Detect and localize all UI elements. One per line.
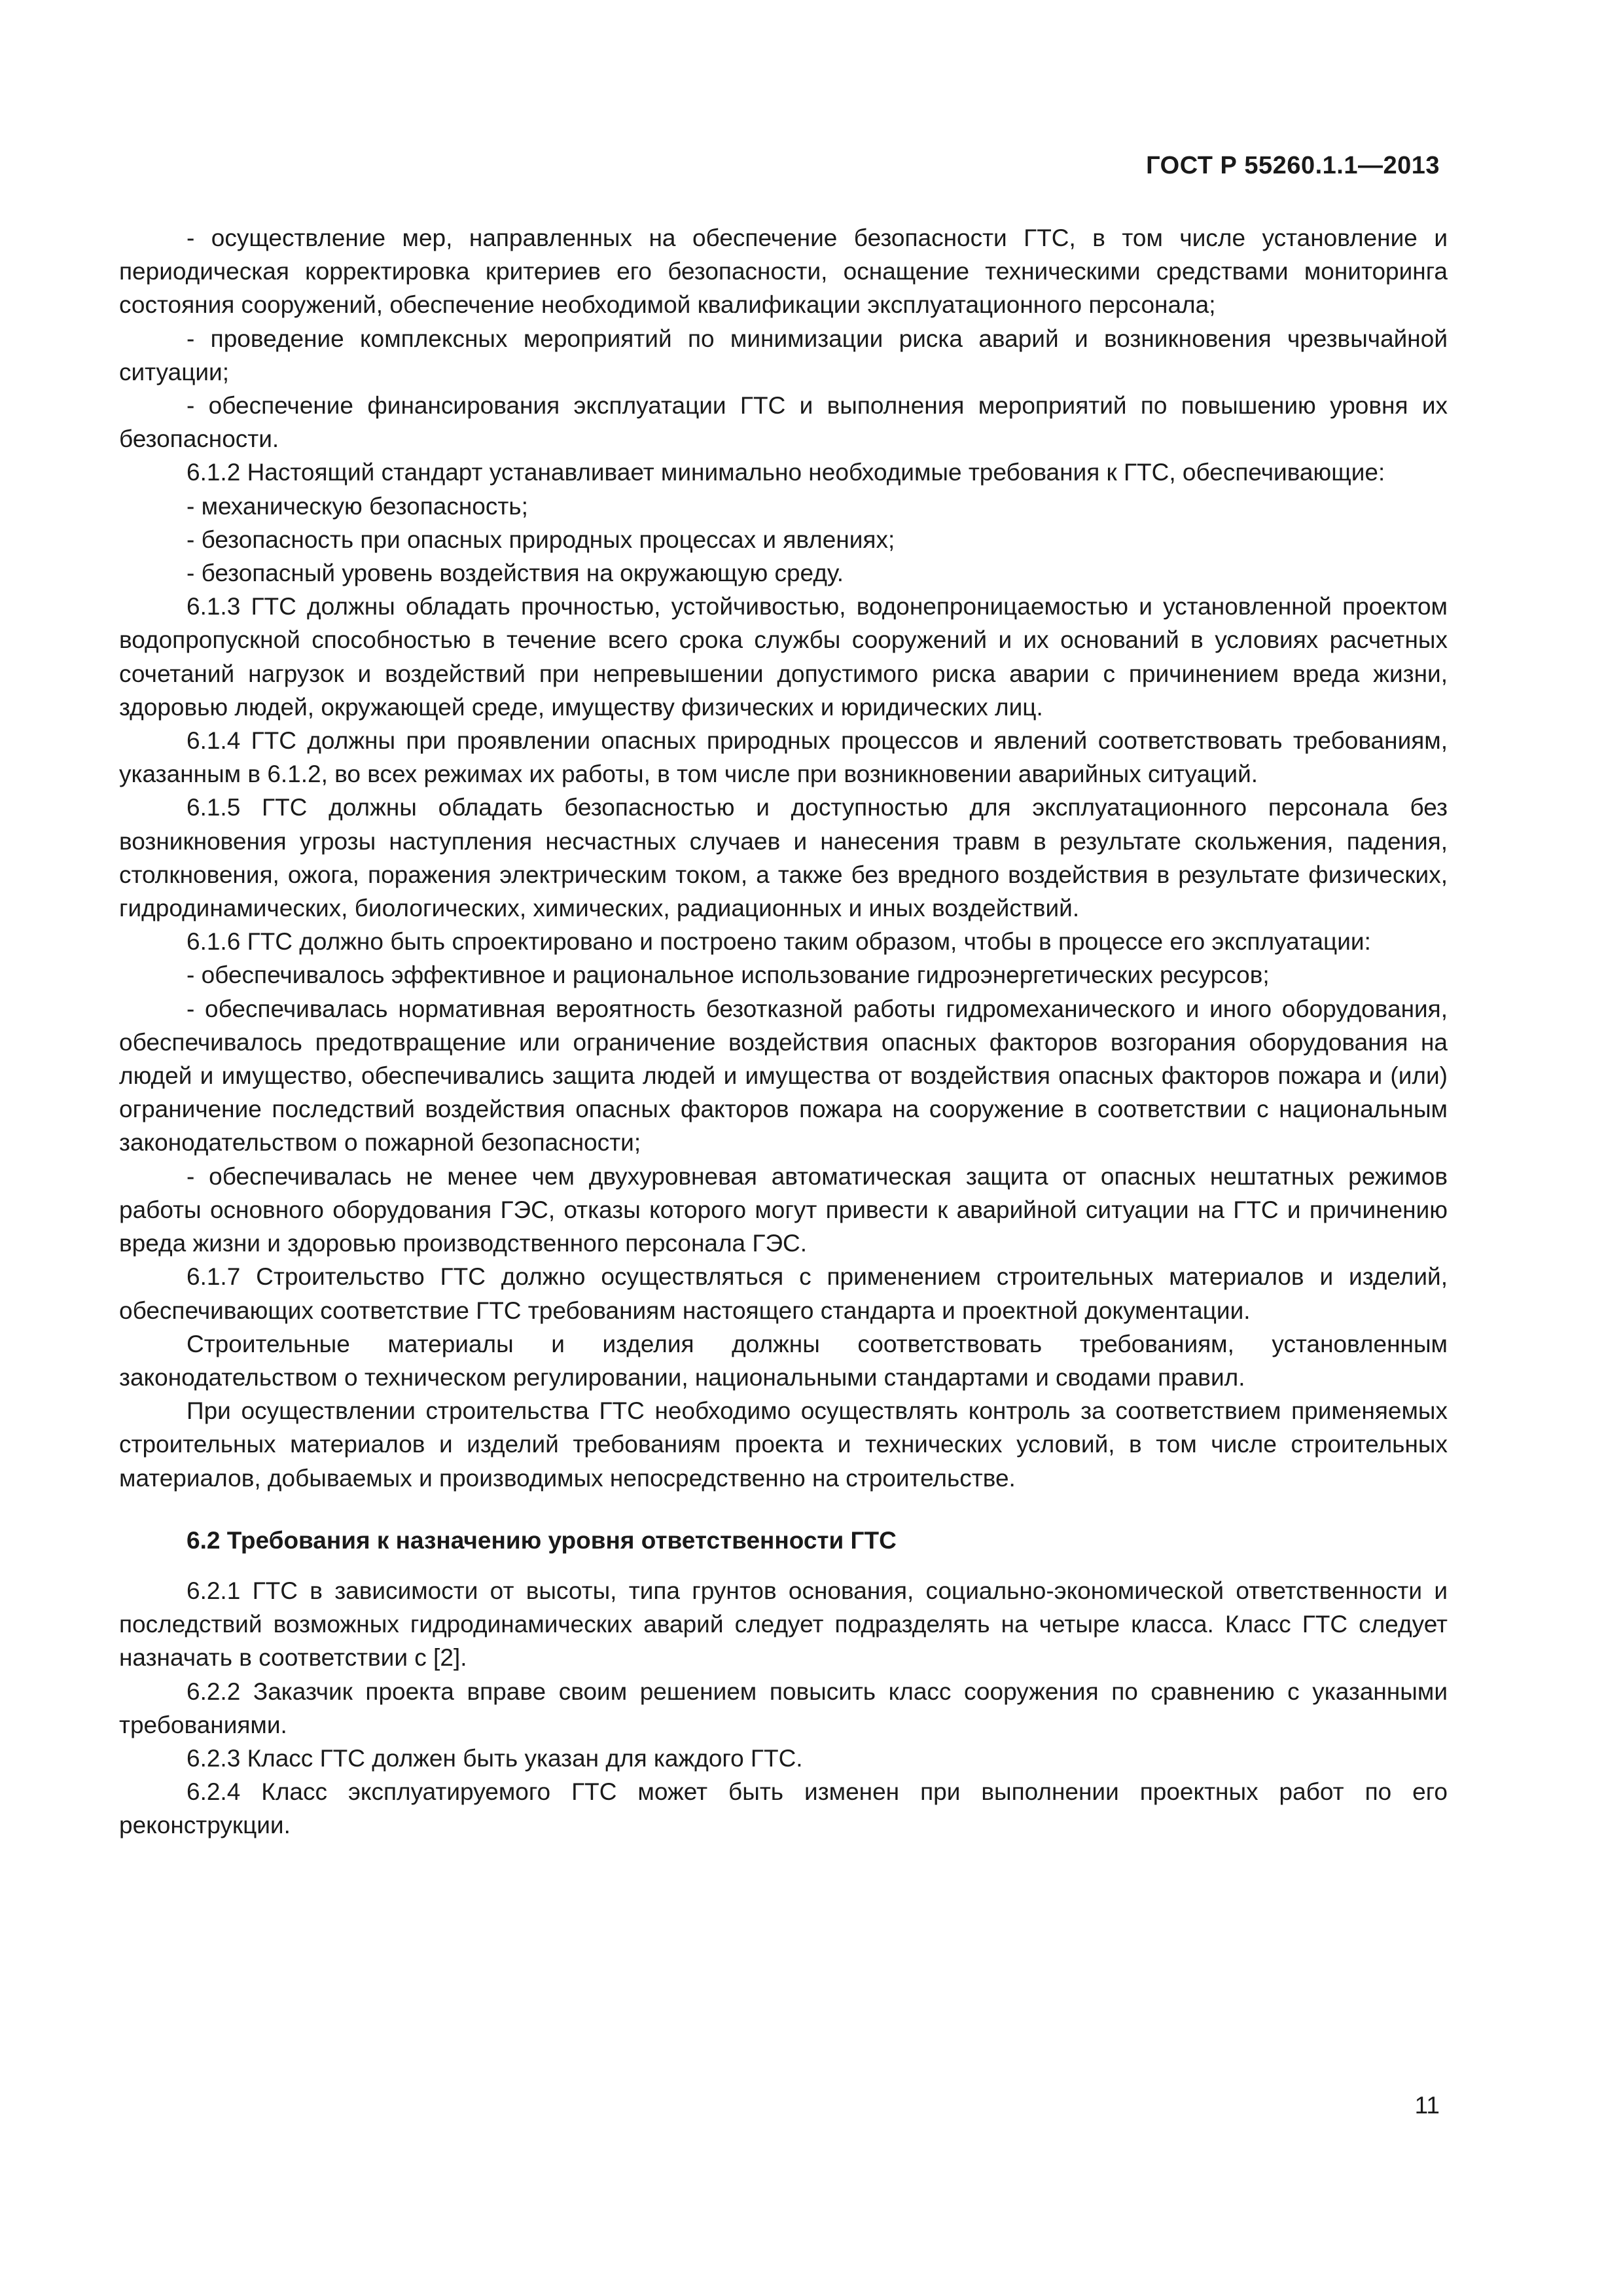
paragraph-6-1-4: 6.1.4 ГТС должны при проявлении опасных природных процессов и явлений соответствовать требованиям, указанным в 6.1.2, во всех режимах их работы, в том числе при возникновении аварийных ситуаций. xyxy=(119,727,1448,788)
list-item-mechanical-safety: - механическую безопасность; xyxy=(187,492,528,520)
paragraph-3: - обеспечение финансирования эксплуатации ГТС и выполнения мероприятий по повышению уровня их безопасности. xyxy=(119,392,1448,453)
document-body xyxy=(119,221,1448,1842)
paragraph-6-1-5: 6.1.5 ГТС должны обладать безопасностью и доступностью для эксплуатационного персонала без возникновения угрозы наступления несчастных случаев и нанесения травм в результате скольжения, падения, столкновения, ожога, поражения электрическим током, а также без вредного воздействия в результате физических, гидродинамических, биологических, химических, радиационных и иных воздействий. xyxy=(119,794,1448,922)
list-item-natural-processes-safety: - безопасность при опасных природных процессах и явлениях; xyxy=(187,526,895,553)
paragraph-6-1-6: 6.1.6 ГТС должно быть спроектировано и построено таким образом, чтобы в процессе его эксплуатации: xyxy=(187,928,1371,956)
paragraph-6-2-3: 6.2.3 Класс ГТС должен быть указан для каждого ГТС. xyxy=(187,1744,803,1772)
paragraph-6-1-3: 6.1.3 ГТС должны обладать прочностью, устойчивостью, водонепроницаемостью и установленной проектом водопропускной способностью в течение всего срока службы сооружений и их оснований в условиях расчетных сочетаний нагрузок и воздействий при непревышении допустимого риска аварии с причинением вреда жизни, здоровью людей, окружающей среде, имуществу физических и юридических лиц. xyxy=(119,593,1448,721)
paragraph-6-2-4: 6.2.4 Класс эксплуатируемого ГТС может быть изменен при выполнении проектных работ по его реконструкции. xyxy=(119,1778,1448,1839)
list-item-equipment-reliability: - обеспечивалась нормативная вероятность безотказной работы гидромеханического и иного оборудования, обеспечивалось предотвращение или ограничение воздействия опасных факторов возгорания оборудования на людей и имущество, обеспечивались защита людей и имущества от воздействия опасных факторов пожара и (или) ограничение последствий воздействия опасных факторов пожара на сооружение в соответствии с национальным законодательством о пожарной безопасности; xyxy=(119,995,1448,1157)
section-heading-6-2: 6.2 Требования к назначению уровня ответственности ГТС xyxy=(187,1526,897,1554)
paragraph-materials-requirements: Строительные материалы и изделия должны соответствовать требованиям, установленным законодательством о техническом регулировании, национальными стандартами и сводами правил. xyxy=(119,1330,1448,1391)
paragraph-2: - проведение комплексных мероприятий по минимизации риска аварий и возникновения чрезвычайной ситуации; xyxy=(119,325,1448,386)
paragraph-6-1-2: 6.1.2 Настоящий стандарт устанавливает минимально необходимые требования к ГТС, обеспечивающие: xyxy=(187,459,1385,486)
list-item-hydro-resources: - обеспечивалось эффективное и рациональное использование гидроэнергетических ресурсов; xyxy=(187,961,1270,989)
paragraph-construction-control: При осуществлении строительства ГТС необходимо осуществлять контроль за соответствием применяемых строительных материалов и изделий требованиям проекта и технических условий, в том числе строительных материалов, добываемых и производимых непосредственно на строительстве. xyxy=(119,1397,1448,1492)
list-item-automatic-protection: - обеспечивалась не менее чем двухуровневая автоматическая защита от опасных нештатных режимов работы основного оборудования ГЭС, отказы которого могут привести к аварийной ситуации на ГТС и причинению вреда жизни и здоровью производственного персонала ГЭС. xyxy=(119,1162,1448,1257)
paragraph-6-1-7: 6.1.7 Строительство ГТС должно осуществляться с применением строительных материалов и изделий, обеспечивающих соответствие ГТС требованиям настоящего стандарта и проектной документации. xyxy=(119,1263,1448,1324)
list-item-environment-safety: - безопасный уровень воздействия на окружающую среду. xyxy=(187,560,844,587)
paragraph-6-2-1: 6.2.1 ГТС в зависимости от высоты, типа грунтов основания, социально-экономической ответственности и последствий возможных гидродинамических аварий следует подразделять на четыре класса. Класс ГТС следует назначать в соответствии с [2]. xyxy=(119,1577,1448,1672)
document-header-standard-number: ГОСТ Р 55260.1.1—2013 xyxy=(1146,152,1440,179)
paragraph-1: - осуществление мер, направленных на обеспечение безопасности ГТС, в том числе установление и периодическая корректировка критериев его безопасности, оснащение техническими средствами мониторинга состояния сооружений, обеспечение необходимой квалификации эксплуатационного персонала; xyxy=(119,224,1448,319)
paragraph-6-2-2: 6.2.2 Заказчик проекта вправе своим решением повысить класс сооружения по сравнению с указанными требованиями. xyxy=(119,1677,1448,1738)
page-number: 11 xyxy=(1414,2092,1440,2119)
